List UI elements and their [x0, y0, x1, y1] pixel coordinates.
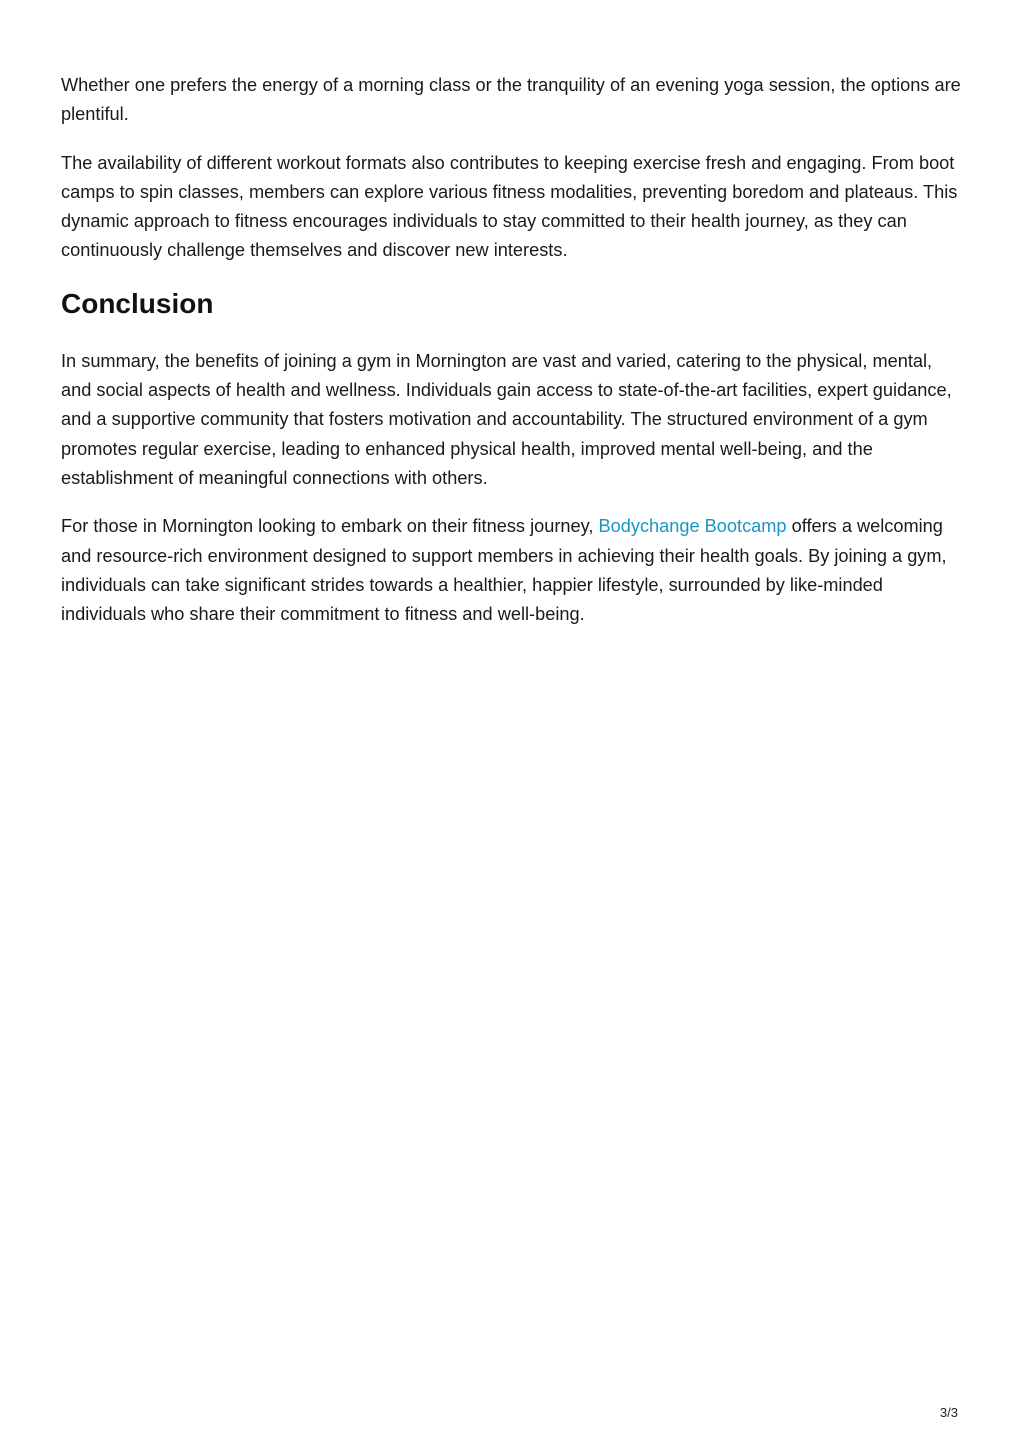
paragraph-intro: Whether one prefers the energy of a morning class or the tranquility of an evening yoga session, the options are plentiful. [61, 75, 961, 125]
cta-text-before-link: For those in Mornington looking to embark on their fitness journey, [61, 516, 599, 537]
paragraph-summary: In summary, the benefits of joining a gym in Mornington are vast and varied, catering to the physical, mental, and social aspects of health and wellness. Individuals gain access to state-of-the-art facilities, expert guidance, and a supportive community that fosters motivation and accountability. The structured environment of a gym promotes regular exercise, leading to enhanced physical health, improved mental well-being, and the establishment of meaningful connections with others. [61, 350, 952, 488]
section-heading-conclusion: Conclusion [61, 287, 214, 319]
paragraph-call-to-action [61, 512, 965, 629]
paragraph-workout-formats: The availability of different workout formats also contributes to keeping exercise fresh and engaging. From boot camps to spin classes, members can explore various fitness modalities, preventing boredom and plateaus. This dynamic approach to fitness encourages individuals to stay committed to their health journey, as they can continuously challenge themselves and discover new interests. [61, 152, 958, 261]
bodychange-bootcamp-link[interactable]: Bodychange Bootcamp [598, 516, 787, 537]
page-number: 3/3 [939, 1405, 958, 1420]
document-body [61, 71, 965, 648]
cta-text-after-link: offers a welcoming and resource-rich environment designed to support members in achieving their health goals. By joining a gym, individuals can take significant strides towards a healthier, happier lifestyle, surrounded by like-minded individuals who share their commitment to fitness and well-being. [61, 516, 947, 625]
